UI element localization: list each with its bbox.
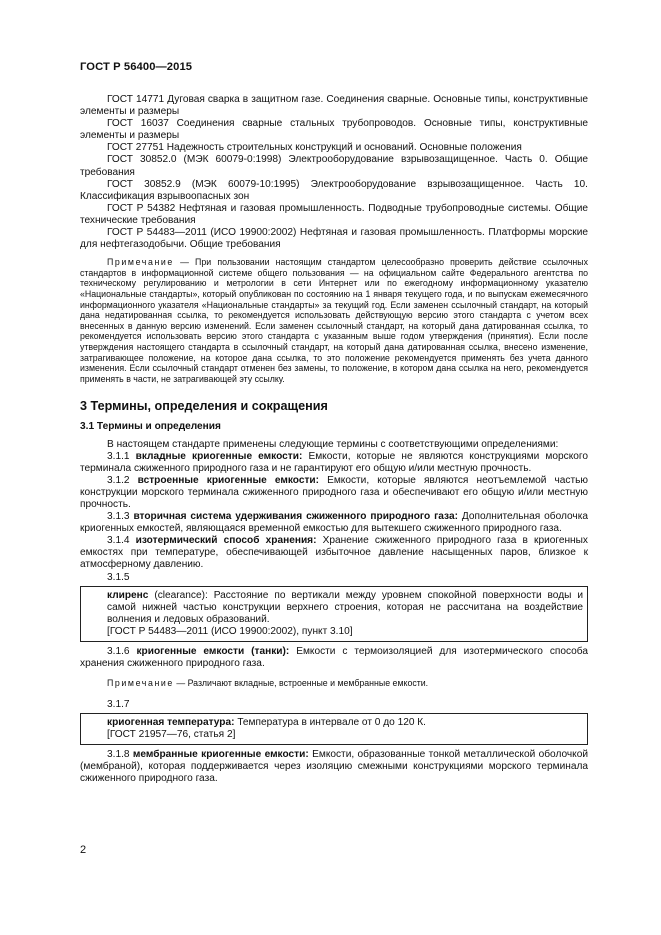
term-number: 3.1.8	[107, 749, 133, 761]
term-name: мембранные криогенные емкости:	[132, 749, 309, 761]
term-number-3-1-7: 3.1.7	[107, 698, 130, 710]
reference-item: ГОСТ 27751 Надежность строительных конструкций и оснований. Основные положения	[107, 142, 522, 154]
term-definition: Емкости, которые являются неотъемлемой частью конструкции морского терминала сжиженного природного газа и обеспечивают его общую и/или местную прочность.	[80, 474, 589, 510]
term-name: вторичная система удерживания сжиженного природного газа:	[133, 511, 458, 523]
note-label: Примечание	[107, 678, 174, 689]
term-definition: Дополнительная оболочка криогенных емкостей, являющаяся временной емкостью для вытекшего сжиженного природного газа.	[80, 511, 588, 535]
term-definition: Хранение сжиженного природного газа в криогенных емкостях при температуре, обеспечивающей избыточное давление насыщенных паров, близкое к атмосферному давлению.	[80, 535, 588, 571]
term-name: вкладные криогенные емкости:	[135, 450, 303, 462]
document-body	[80, 94, 588, 785]
reference-item: ГОСТ Р 54483—2011 (ИСО 19900:2002) Нефтяная и газовая промышленность. Платформы морские для нефтегазодобычи. Общие требования	[80, 227, 588, 251]
term-name: клиренс	[107, 589, 149, 601]
term-number: 3.1.3	[107, 511, 134, 523]
term-name: изотермический способ хранения:	[135, 535, 317, 547]
term-name: встроенные криогенные емкости:	[137, 474, 320, 486]
section-intro: В настоящем стандарте применены следующие термины с соответствующими определениями:	[107, 438, 559, 450]
subsection-title: 3.1 Термины и определения	[80, 421, 221, 433]
term-source: [ГОСТ 21957—76, статья 2]	[107, 729, 236, 740]
term-3-1-6	[80, 646, 588, 670]
note-text: — Различают вкладные, встроенные и мембранные емкости.	[173, 678, 429, 689]
term-definition: Температура в интервале от 0 до 120 К.	[234, 716, 426, 728]
term-definition: Емкости с термоизоляцией для изотермического способа хранения сжиженного природного газа.	[80, 646, 589, 670]
reference-item: ГОСТ 30852.9 (МЭК 60079-10:1995) Электрооборудование взрывозащищенное. Часть 10. Классификация взрывоопасных зон	[80, 178, 588, 202]
note-text: — При пользовании настоящим стандартом целесообразно проверить действие ссылочных стандартов в информационной системе общего пользования — на официальном сайте Федерального агентства по техническому регулированию и метрологии в сети Интернет или по ежегодному информационному указателю «Национальные стандарты», который опубликован по состоянию на 1 января текущего года, и по выпускам ежемесячного информационного указателя «Национальные стандарты» за текущий год. Если заменен ссылочный стандарт, на который дана недатированная ссылка, то рекомендуется использовать действующую версию этого стандарта с учетом всех внесенных в данную версию изменений. Если заменен ссылочный стандарт, на который дана датированная ссылка, то рекомендуется использовать версию этого стандарта с указанным выше годом утверждения (принятия). Если после утверждения настоящего стандарта в ссылочный стандарт, на который дана датированная ссылка, внесено изменение, затрагивающее положение, на которое дана ссылка, то это положение рекомендуется применять без учета данного изменения. Если ссылочный стандарт отменен без замены, то положение, в котором дана ссылка на него, рекомендуется применять в части, не затрагивающей эту ссылку.	[80, 257, 588, 384]
term-definition: Емкости, которые не являются конструкциями морского терминала сжиженного природного газа и не гарантируют его общую и/или местную прочность.	[80, 450, 588, 474]
term-number: 3.1.1	[107, 450, 136, 462]
term-name: криогенные емкости (танки):	[136, 646, 290, 658]
section-title: 3 Термины, определения и сокращения	[80, 399, 328, 414]
note-tanks	[80, 678, 588, 689]
term-box-clearance	[80, 586, 588, 642]
term-definition: Емкости, образованные тонкой металлической оболочкой (мембраной), которая поддерживается через изоляцию смежными конструкциями морского терминала сжиженного природного газа.	[80, 749, 588, 785]
term-english: (clearance):	[148, 589, 208, 601]
reference-item: ГОСТ 16037 Соединения сварные стальных трубопроводов. Основные типы, конструктивные элементы и размеры	[80, 118, 588, 142]
reference-item: ГОСТ Р 54382 Нефтяная и газовая промышленность. Подводные трубопроводные системы. Общие технические требования	[80, 202, 588, 226]
term-3-1-7	[107, 717, 583, 729]
term-3-1-2	[80, 475, 588, 511]
term-3-1-3	[80, 511, 588, 535]
term-number: 3.1.4	[107, 535, 136, 547]
term-3-1-4	[80, 535, 588, 571]
term-definition: Расстояние по вертикали между уровнем спокойной поверхности воды и самой нижней частью конструкции верхнего строения, которая не рассчитана на воздействие волнения и ледовых образований.	[107, 589, 583, 625]
term-number-3-1-5: 3.1.5	[107, 571, 130, 583]
term-name: криогенная температура:	[107, 716, 235, 728]
term-box-cryogenic-temperature	[80, 713, 588, 745]
term-number: 3.1.2	[107, 474, 138, 486]
document-header: ГОСТ Р 56400—2015	[80, 61, 193, 73]
reference-item: ГОСТ 30852.0 (МЭК 60079-0:1998) Электрооборудование взрывозащищенное. Часть 0. Общие требования	[80, 154, 588, 178]
term-source: [ГОСТ Р 54483—2011 (ИСО 19900:2002), пункт 3.10]	[107, 625, 353, 637]
reference-item: ГОСТ 14771 Дуговая сварка в защитном газе. Соединения сварные. Основные типы, конструктивные элементы и размеры	[80, 94, 588, 118]
term-3-1-5	[107, 590, 583, 626]
term-3-1-8	[80, 749, 588, 785]
note-references	[80, 257, 588, 384]
note-label: Примечание	[107, 257, 174, 268]
term-number: 3.1.6	[107, 646, 137, 658]
term-3-1-1	[80, 451, 588, 475]
page-number: 2	[80, 844, 87, 856]
